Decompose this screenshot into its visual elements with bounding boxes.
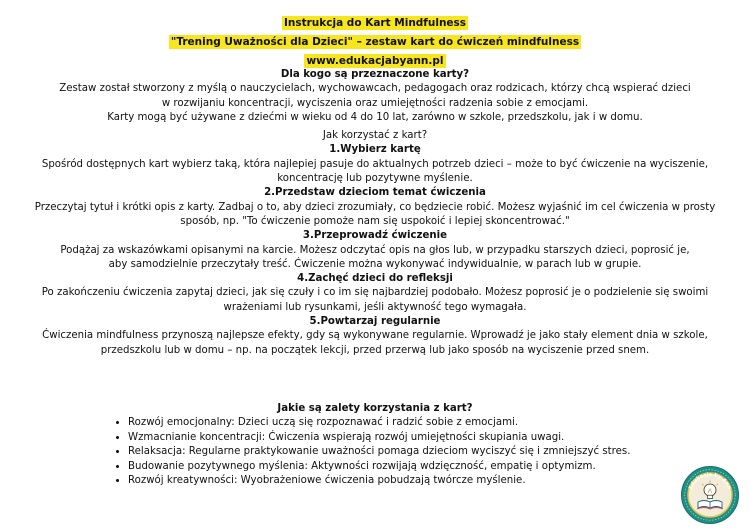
step-text: Ćwiczenia mindfulness przynoszą najlepsze efekty, gdy są wykonywane regularnie. Wprowadź je jako stały element dnia w szkole, bbox=[42, 330, 708, 342]
list-item: • Wzmacnianie koncentracji: Ćwiczenia wspierają rozwój umiejętności skupiania uwagi. bbox=[128, 431, 630, 446]
step-text: Spośród dostępnych kart wybierz taką, która najlepiej pasuje do aktualnych potrzeb dzieci – może to być ćwiczenie na wyciszenie, bbox=[41, 158, 709, 170]
instructions-body bbox=[0, 68, 750, 358]
list-item: • Relaksacja: Regularne praktykowanie uważności pomaga dzieciom wyciszyć się i zmniejszyć stres. bbox=[128, 445, 630, 460]
svg-text:Edukacja by Ann: Edukacja by Ann bbox=[687, 471, 733, 491]
audience-line: Karty mogą być używane z dziećmi w wieku od 4 do 10 lat, zarówno w szkole, przedszkolu, jak i w domu. bbox=[107, 111, 643, 123]
document-subtitle: "Trening Uważności dla Dzieci" – zestaw kart do ćwiczeń mindfulness bbox=[170, 36, 580, 48]
step-title: 1.Wybierz kartę bbox=[329, 144, 421, 156]
step-text: przedszkolu lub w domu – np. na początek lekcji, przed przerwą lub jako sposób na wyciszenie przed snem. bbox=[100, 344, 650, 356]
lightbulb-book-logo-icon bbox=[680, 465, 740, 525]
list-item: • Budowanie pozytywnego myślenia: Aktywności rozwijają wdzięczność, empatię i optymizm. bbox=[128, 460, 630, 475]
audience-heading: Dla kogo są przeznaczone karty? bbox=[280, 69, 470, 80]
step-text: Po zakończeniu ćwiczenia zapytaj dzieci, jak się czuły i co im się najbardziej podobało. Możesz poprosić je o podzielenie się swoimi bbox=[41, 287, 709, 299]
audience-line: Zestaw został stworzony z myślą o nauczycielach, wychowawcach, pedagogach oraz rodzicach, którzy chcą wspierać dzieci bbox=[59, 83, 691, 95]
document-header bbox=[0, 11, 750, 68]
list-item: • Rozwój emocjonalny: Dzieci uczą się rozpoznawać i radzić sobie z emocjami. bbox=[128, 416, 630, 431]
step-text: Podążaj za wskazówkami opisanymi na karcie. Możesz odczytać opis na głos lub, w przypadku starszych dzieci, poprosić je, bbox=[60, 244, 690, 256]
brand-logo bbox=[680, 465, 740, 525]
step-text: wrażeniami lub rysunkami, jeśli aktywność tego wymagała. bbox=[223, 301, 527, 313]
advantages-heading: Jakie są zalety korzystania z kart? bbox=[277, 403, 473, 414]
step-text: koncentrację lub pozytywne myślenie. bbox=[277, 173, 473, 185]
step-text: aby samodzielnie przeczytały treść. Ćwiczenie można wykonywać indywidualnie, w parach lub w grupie. bbox=[108, 258, 642, 270]
howto-heading: Jak korzystać z kart? bbox=[322, 130, 428, 142]
step-title: 2.Przedstaw dzieciom temat ćwiczenia bbox=[264, 187, 486, 199]
step-text: Przeczytaj tytuł i krótki opis z karty. Zadbaj o to, aby dzieci zrozumiały, co będziecie robić. Możesz wyjaśnić im cel ćwiczenia w prosty bbox=[34, 201, 716, 213]
step-title: 5.Powtarzaj regularnie bbox=[309, 316, 441, 328]
audience-line: w rozwijaniu koncentracji, wyciszenia oraz umiejętności radzenia sobie z emocjami. bbox=[161, 97, 589, 109]
website-link[interactable]: www.edukacjabyann.pl bbox=[306, 55, 444, 67]
advantages-list bbox=[104, 416, 630, 489]
document-title: Instrukcja do Kart Mindfulness bbox=[283, 17, 467, 29]
step-text: sposób, np. "To ćwiczenie pomoże nam się uspokoić i lepiej skoncentrować." bbox=[180, 215, 570, 227]
step-title: 3.Przeprowadź ćwiczenie bbox=[302, 230, 448, 242]
step-title: 4.Zachęć dzieci do refleksji bbox=[297, 273, 453, 285]
list-item: • Rozwój kreatywności: Wyobrażeniowe ćwiczenia pobudzają twórcze myślenie. bbox=[128, 474, 630, 489]
